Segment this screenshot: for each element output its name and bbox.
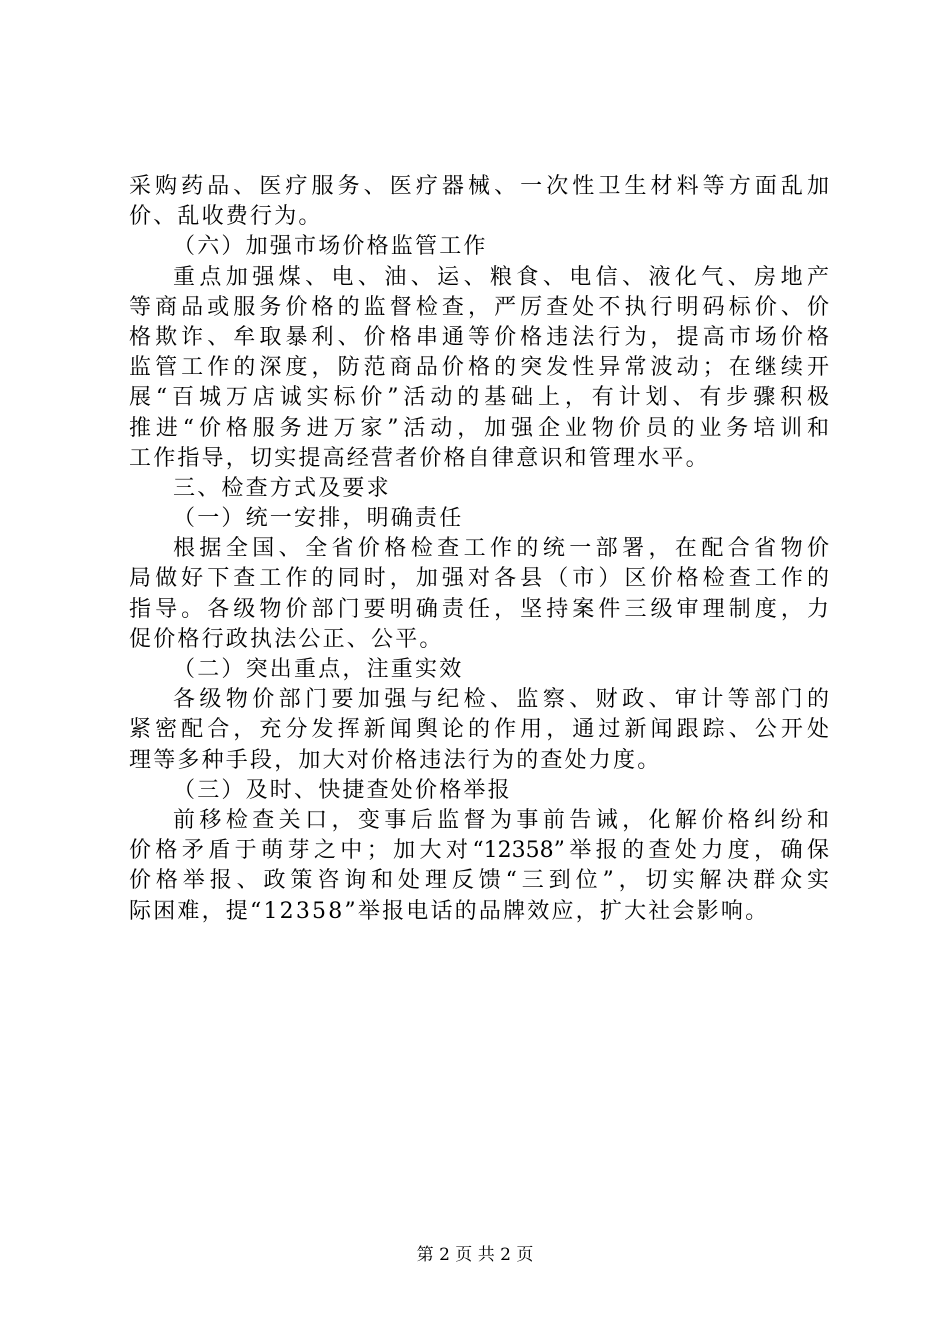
text-line: 促价格行政执法公正、公平。	[129, 626, 444, 652]
text-line: 重点加强煤、电、油、运、粮食、电信、液化气、房地产	[173, 264, 829, 290]
text-line: 各级物价部门要加强与纪检、监察、财政、审计等部门的	[173, 687, 829, 713]
text-line: （三）及时、快捷查处价格举报	[173, 777, 512, 803]
text-line: 展“百城万店诚实标价”活动的基础上，有计划、有步骤积极	[129, 385, 829, 411]
text-line: 前移检查关口，变事后监督为事前告诫，化解价格纠纷和	[173, 807, 829, 833]
text-line: 三、检查方式及要求	[173, 475, 391, 501]
text-line: 紧密配合，充分发挥新闻舆论的作用，通过新闻跟踪、公开处	[129, 717, 829, 743]
page-number-footer: 第 2 页 共 2 页	[416, 1245, 534, 1265]
text-line: 价格举报、政策咨询和处理反馈“三到位”，切实解决群众实	[129, 868, 829, 894]
text-line: 格欺诈、牟取暴利、价格串通等价格违法行为，提高市场价格	[129, 324, 829, 350]
text-line: 工作指导，切实提高经营者价格自律意识和管理水平。	[129, 445, 710, 471]
text-line: 推进“价格服务进万家”活动，加强企业物价员的业务培训和	[129, 415, 829, 441]
document-body	[129, 172, 829, 927]
text-line: 根据全国、全省价格检查工作的统一部署，在配合省物价	[173, 536, 829, 562]
text-line: 采购药品、医疗服务、医疗器械、一次性卫生材料等方面乱加	[129, 174, 829, 199]
text-line: 指导。各级物价部门要明确责任，坚持案件三级审理制度，力	[129, 596, 829, 622]
text-line: 等商品或服务价格的监督检查，严厉查处不执行明码标价、价	[129, 294, 829, 320]
text-line: 监管工作的深度，防范商品价格的突发性异常波动；在继续开	[129, 355, 829, 381]
text-line: （二）突出重点，注重实效	[173, 657, 464, 682]
text-line: 价、乱收费行为。	[129, 204, 323, 230]
text-line: （六）加强市场价格监管工作	[173, 234, 488, 260]
text-line: （一）统一安排，明确责任	[173, 506, 464, 532]
text-line: 局做好下查工作的同时，加强对各县（市）区价格检查工作的	[129, 566, 829, 592]
text-line: 际困难，提“12358”举报电话的品牌效应，扩大社会影响。	[129, 898, 770, 924]
text-line: 理等多种手段，加大对价格违法行为的查处力度。	[129, 747, 662, 773]
text-line: 价格矛盾于萌芽之中；加大对“12358”举报的查处力度，确保	[129, 838, 829, 864]
